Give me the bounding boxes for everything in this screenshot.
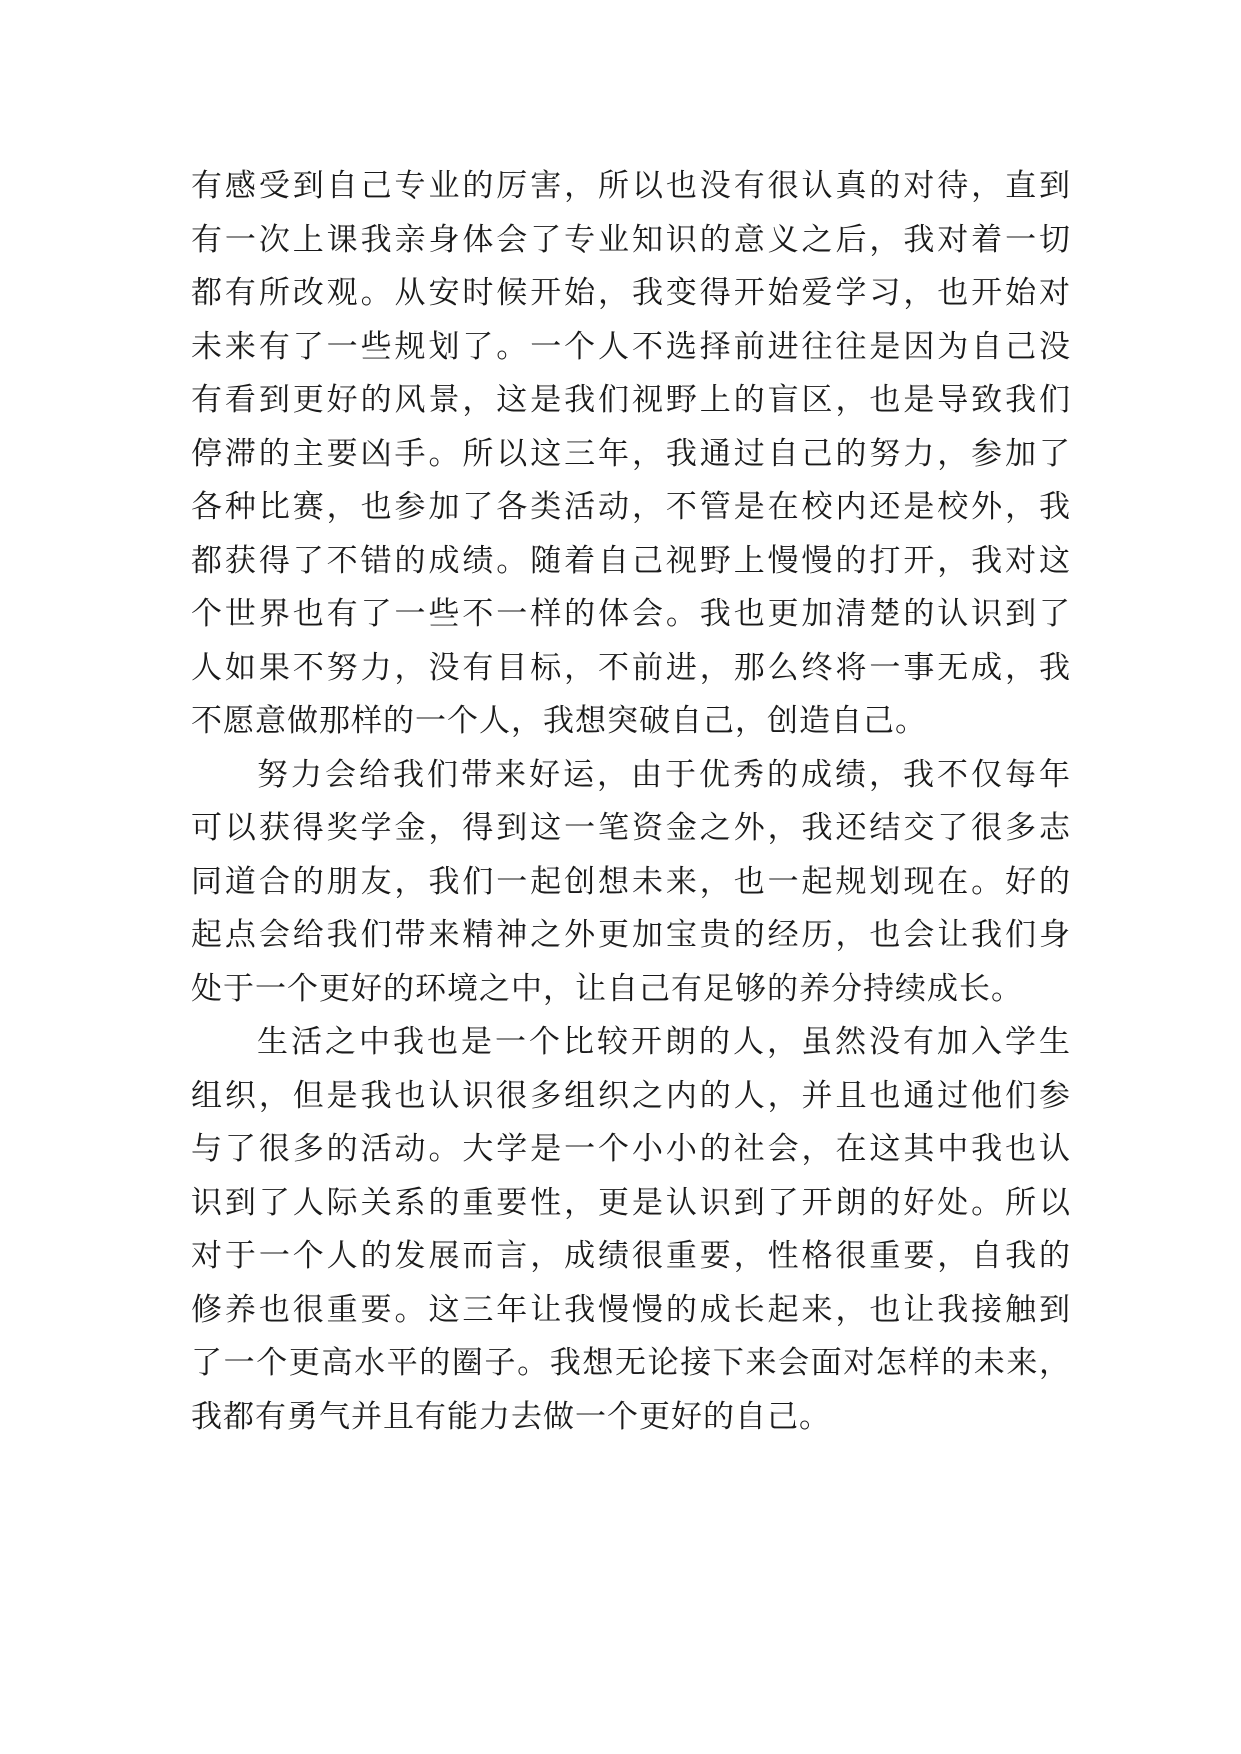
text-line: 都有所改观。从安时候开始，我变得开始爱学习，也开始对 [191, 275, 1071, 311]
text-line: 修养也很重要。这三年让我慢慢的成长起来，也让我接触到 [191, 1291, 1071, 1328]
paragraph-first-line: 努力会给我们带来好运，由于优秀的成绩，我不仅每年 [257, 756, 1071, 793]
text-line: 有一次上课我亲身体会了专业知识的意义之后，我对着一切 [191, 221, 1071, 258]
text-line: 有看到更好的风景，这是我们视野上的盲区，也是导致我们 [191, 382, 1071, 418]
paragraph-first-line: 生活之中我也是一个比较开朗的人，虽然没有加入学生 [257, 1024, 1071, 1060]
text-line: 人如果不努力，没有目标，不前进，那么终将一事无成，我 [191, 649, 1071, 686]
text-line: 起点会给我们带来精神之外更加宝贵的经历，也会让我们身 [191, 917, 1071, 953]
text-line: 有感受到自己专业的厉害，所以也没有很认真的对待，直到 [191, 168, 1071, 204]
paragraph-end-line: 处于一个更好的环境之中，让自己有足够的养分持续成长。 [191, 970, 1023, 1007]
text-line: 与了很多的活动。大学是一个小小的社会，在这其中我也认 [191, 1131, 1071, 1167]
text-line: 未来有了一些规划了。一个人不选择前进往往是因为自己没 [191, 328, 1071, 365]
text-line: 都获得了不错的成绩。随着自己视野上慢慢的打开，我对这 [191, 542, 1071, 579]
text-line: 识到了人际关系的重要性，更是认识到了开朗的好处。所以 [191, 1184, 1071, 1221]
paragraph-end-line: 不愿意做那样的一个人，我想突破自己，创造自己。 [191, 703, 927, 739]
text-line: 可以获得奖学金，得到这一笔资金之外，我还结交了很多志 [191, 810, 1071, 846]
text-line: 对于一个人的发展而言，成绩很重要，性格很重要，自我的 [191, 1238, 1071, 1274]
paragraph-end-line: 我都有勇气并且有能力去做一个更好的自己。 [191, 1398, 831, 1435]
text-line: 各种比赛，也参加了各类活动，不管是在校内还是校外，我 [191, 489, 1071, 525]
text-line: 同道合的朋友，我们一起创想未来，也一起规划现在。好的 [191, 863, 1071, 900]
text-line: 组织，但是我也认识很多组织之内的人，并且也通过他们参 [191, 1077, 1071, 1114]
text-line: 停滞的主要凶手。所以这三年，我通过自己的努力，参加了 [191, 435, 1071, 472]
text-line: 了一个更高水平的圈子。我想无论接下来会面对怎样的未来， [191, 1345, 1071, 1381]
text-line: 个世界也有了一些不一样的体会。我也更加清楚的认识到了 [191, 596, 1071, 632]
document-body [191, 160, 1071, 1444]
